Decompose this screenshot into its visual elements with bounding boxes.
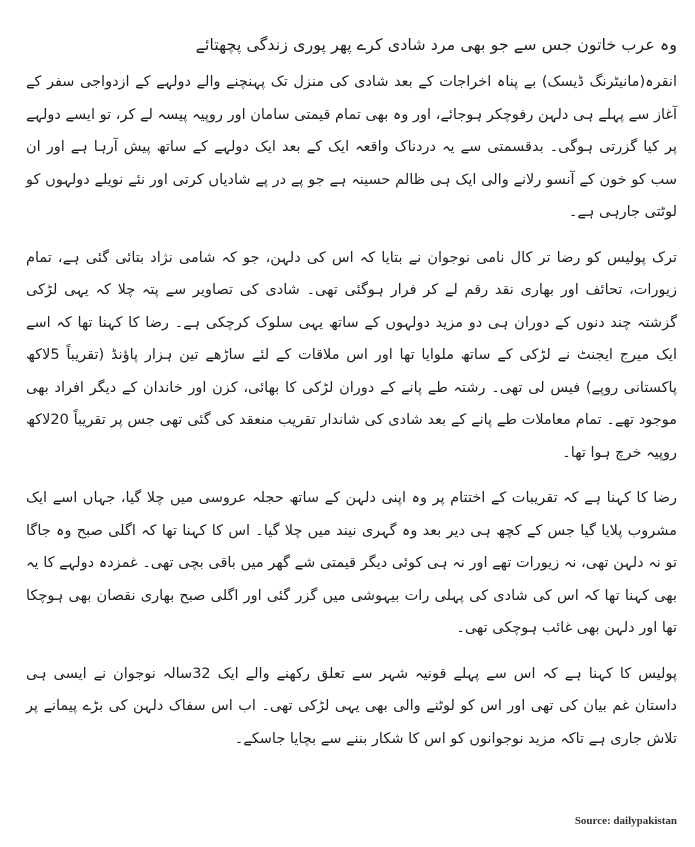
article-paragraph-1: انقرہ(مانیٹرنگ ڈیسک) بے پناہ اخراجات کے بعد شادی کی منزل تک پہنچنے والے دولہے کے ازدواجی سفر کے آغاز سے پہلے ہی دلہن رفوچکر ہوجائے، اور وہ بھی تمام قیمتی سامان اور روپیہ پیسہ لے کر، تو ایسے دولہے پر کیا گزرتی ہوگی۔ بدقسمتی سے یہ دردناک واقعہ ایک کے بعد ایک دولہے کے ساتھ پیش آرہا ہے اور ان سب کو خون کے آنسو رلانے والی ایک ہی ظالم حسینہ ہے جو پے در پے شادیاں کرتی اور نئے نویلے دولہوں کو لوٹتی جارہی ہے۔	[26, 74, 677, 220]
article-paragraph-3: رضا کا کہنا ہے کہ تقریبات کے اختتام پر وہ اپنی دلہن کے ساتھ حجلہ عروسی میں چلا گیا، جہاں اسے ایک مشروب پلایا گیا جس کے کچھ ہی دیر بعد وہ گہری نیند میں چلا گیا۔ اس کا کہنا تھا کہ اگلی صبح وہ جاگا تو نہ دلہن تھی، نہ زیورات تھے اور نہ ہی کوئی دیگر قیمتی شے گھر میں باقی بچی تھی۔ غمزدہ دولہے کا یہ بھی کہنا تھا کہ اس کی شادی کی پہلی رات بیہوشی میں گزر گئی اور اگلی صبح بھاری نقصان بھی ہوچکا تھا اور دلہن بھی غائب ہوچکی تھی۔	[26, 490, 677, 636]
article-title: وہ عرب خاتون جس سے جو بھی مرد شادی کرے پھر پوری زندگی پچھتائے	[195, 35, 677, 54]
article-paragraph-4: پولیس کا کہنا ہے کہ اس سے پہلے قونیہ شہر سے تعلق رکھنے والے ایک 32سالہ نوجوان نے ایسی ہی داستان غم بیان کی تھی اور اس کو لوٹنے والی بھی یہی لڑکی تھی۔ اب اس سفاک دلہن کی بڑے پیمانے پر تلاش جاری ہے تاکہ مزید نوجوانوں کو اس کا شکار بننے سے بچایا جاسکے۔	[26, 665, 678, 747]
source-credit: Source: dailypakistan	[574, 815, 677, 827]
article-paragraph-2: ترک پولیس کو رضا تر کال نامی نوجوان نے بتایا کہ اس کی دلہن، جو کہ شامی نژاد بتائی گئی ہے، تمام زیورات، تحائف اور بھاری نقد رقم لے کر فرار ہوگئی تھی۔ شادی کی تصاویر سے پتہ چلا کہ یہی لڑکی گزشتہ چند دنوں کے دوران ہی دو مزید دولہوں کے ساتھ یہی سلوک کرچکی ہے۔ رضا کا کہنا تھا کہ اسے ایک میرج ایجنٹ نے لڑکی کے ساتھ ملوایا تھا اور اس ملاقات کے لئے ساڑھے تین ہزار پاؤنڈ (تقریباً 5لاکھ پاکستانی روپے) فیس لی تھی۔ رشتہ طے پانے کے دوران لڑکی کا بھائی، کزن اور خاندان کے دیگر افراد بھی موجود تھے۔ تمام معاملات طے پانے کے بعد شادی کی شاندار تقریب منعقد کی گئی تھی جس پر تقریباً 20لاکھ روپیہ خرچ ہوا تھا۔	[26, 249, 677, 461]
